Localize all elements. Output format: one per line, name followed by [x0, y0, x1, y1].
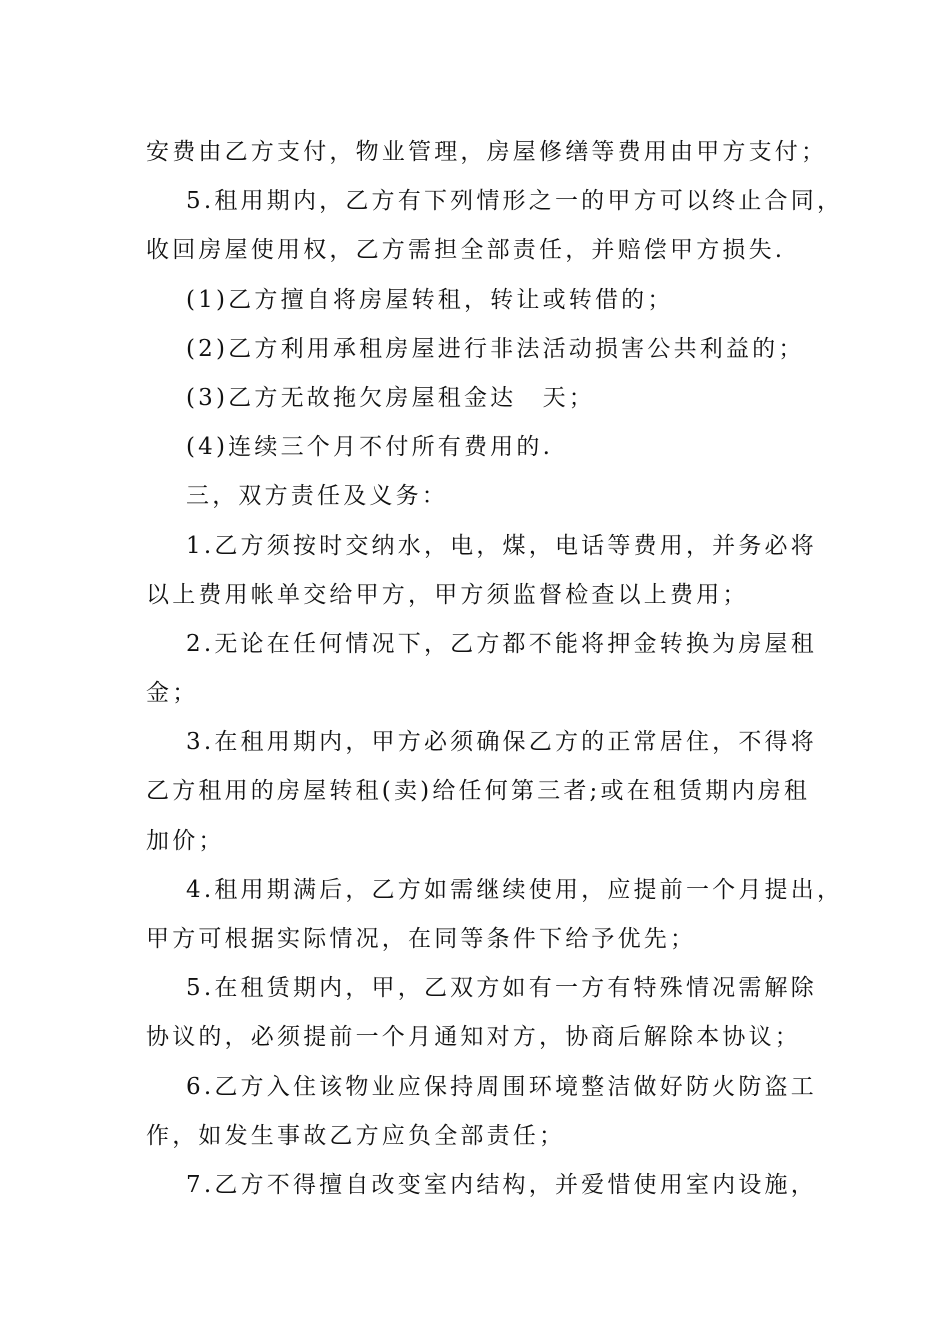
text-line: 金； — [146, 680, 199, 707]
text-line: (1)乙方擅自将房屋转租，转让或转借的； — [186, 286, 674, 313]
text-line: 安费由乙方支付，物业管理，房屋修缮等费用由甲方支付； — [146, 139, 828, 165]
text-line: 5.租用期内，乙方有下列情形之一的甲方可以终止合同， — [186, 188, 844, 215]
text-line: 以上费用帐单交给甲方，甲方须监督检查以上费用； — [146, 581, 749, 608]
text-line: 加价； — [146, 827, 225, 854]
text-line: 协议的，必须提前一个月通知对方，协商后解除本协议； — [146, 1024, 801, 1051]
text-line: 3.在租用期内，甲方必须确保乙方的正常居住，不得将 — [186, 729, 817, 756]
text-line: 三，双方责任及义务： — [186, 483, 448, 510]
text-line: 甲方可根据实际情况，在同等条件下给予优先； — [146, 926, 697, 952]
text-line: 作，如发生事故乙方应负全部责任； — [146, 1122, 566, 1149]
text-line: 1.乙方须按时交纳水，电，煤，电话等费用，并务必将 — [186, 532, 817, 559]
text-line: (4)连续三个月不付所有费用的. — [186, 434, 554, 461]
text-line: (3)乙方无故拖欠房屋租金达 天； — [186, 384, 595, 411]
contract-text-block — [146, 128, 844, 1210]
text-line: 7.乙方不得擅自改变室内结构，并爱惜使用室内设施， — [186, 1171, 817, 1198]
text-line: 乙方租用的房屋转租(卖)给任何第三者;或在租赁期内房租 — [146, 778, 811, 805]
text-line: 5.在租赁期内，甲，乙双方如有一方有特殊情况需解除 — [186, 975, 817, 1002]
text-line: 收回房屋使用权，乙方需担全部责任，并赔偿甲方损失. — [146, 237, 786, 264]
text-line: 2.无论在任何情况下，乙方都不能将押金转换为房屋租 — [186, 630, 817, 657]
text-line: 4.租用期满后，乙方如需继续使用，应提前一个月提出， — [186, 876, 844, 903]
text-line: 6.乙方入住该物业应保持周围环境整洁做好防火防盗工 — [186, 1073, 817, 1100]
text-line: (2)乙方利用承租房屋进行非法活动损害公共利益的； — [186, 335, 805, 362]
